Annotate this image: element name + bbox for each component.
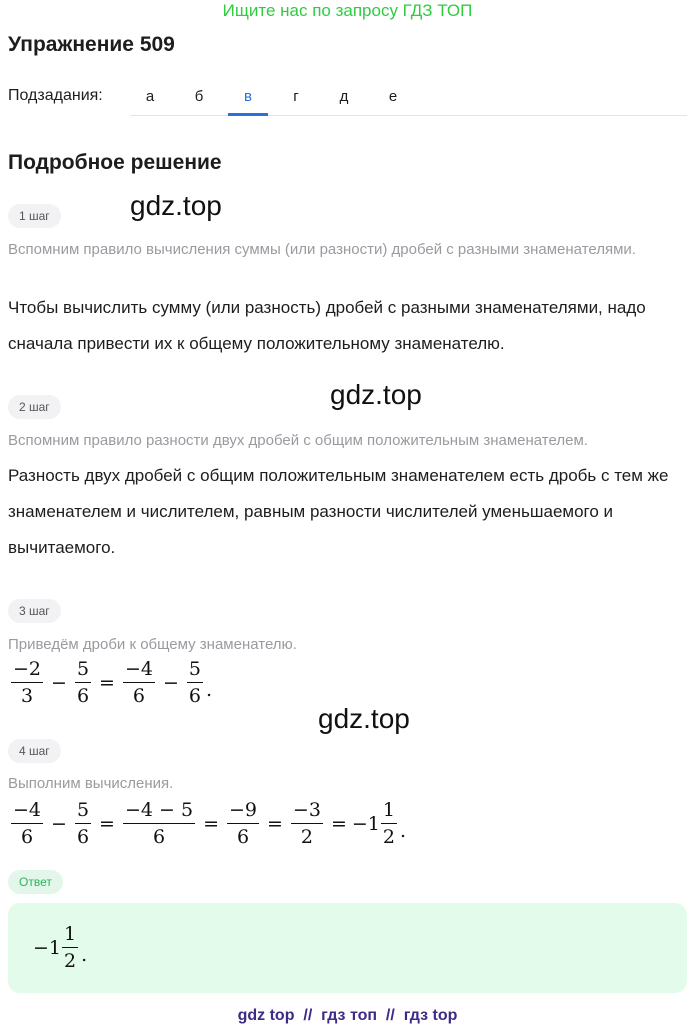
step-text: Разность двух дробей с общим положительным знаменателем есть дробь с тем же знаменателем и числителем, равным разности числителей уменьшаемого и вычитаемого. xyxy=(8,466,669,557)
fraction xyxy=(75,658,91,707)
answer-box xyxy=(8,903,687,993)
numerator: −4 xyxy=(123,658,155,683)
tab-v[interactable]: в xyxy=(228,78,268,116)
top-banner: Ищите нас по запросу ГДЗ ТОП xyxy=(222,1,473,20)
denominator: 2 xyxy=(300,826,313,848)
equals-sign: = xyxy=(99,812,115,835)
numerator: −2 xyxy=(11,658,43,683)
tab-b[interactable]: б xyxy=(194,88,204,105)
numerator: 1 xyxy=(381,799,397,824)
step-badge: 3 шаг xyxy=(8,599,61,623)
tab-g[interactable]: г xyxy=(293,88,299,105)
watermark: gdz.top xyxy=(318,703,410,734)
numerator: −4 xyxy=(11,799,43,824)
fraction xyxy=(227,799,259,848)
step-hint: Вспомним правило разности двух дробей с общим положительным знаменателем. xyxy=(8,432,588,449)
answer-formula xyxy=(33,923,87,972)
denominator: 6 xyxy=(236,826,250,848)
minus-sign: − xyxy=(51,812,67,835)
numerator: 5 xyxy=(187,658,203,683)
equals-sign: = xyxy=(330,812,347,835)
tab-e[interactable]: е xyxy=(388,88,398,105)
whole-part: −1 xyxy=(33,936,62,959)
minus-sign: − xyxy=(162,671,179,694)
step-badge: 4 шаг xyxy=(8,739,61,763)
fraction xyxy=(11,658,43,707)
denominator: 6 xyxy=(76,826,90,848)
denominator: 6 xyxy=(20,826,34,848)
step-hint: Вспомним правило вычисления суммы (или разности) дробей с разными знаменателями. xyxy=(8,241,636,258)
numerator: −3 xyxy=(291,799,323,824)
subtasks-label: Подзадания: xyxy=(8,87,103,104)
watermark: gdz.top xyxy=(130,190,222,221)
denominator: 6 xyxy=(188,685,201,707)
equals-sign: = xyxy=(267,812,283,835)
answer-badge: Ответ xyxy=(8,870,63,894)
subtasks-tabs xyxy=(130,78,687,116)
fraction xyxy=(75,799,91,848)
denominator: 6 xyxy=(152,826,166,848)
denominator: 3 xyxy=(20,685,34,707)
numerator: 5 xyxy=(75,658,91,683)
watermark: gdz.top xyxy=(330,379,422,410)
numerator: 5 xyxy=(75,799,91,824)
period: . xyxy=(205,679,213,701)
step-badge: 1 шаг xyxy=(8,204,61,228)
tab-a[interactable]: а xyxy=(145,88,155,105)
step-text: Чтобы вычислить сумму (или разность) дробей с разными знаменателями, надо сначала привести их к общему положительному знаменателю. xyxy=(8,298,646,353)
denominator: 6 xyxy=(76,685,90,707)
period: . xyxy=(399,820,407,842)
fraction xyxy=(123,658,155,707)
section-title: Подробное решение xyxy=(8,151,222,174)
minus-sign: − xyxy=(51,671,67,694)
equals-sign: = xyxy=(99,671,115,694)
formula xyxy=(8,799,406,848)
fraction xyxy=(11,799,43,848)
numerator: 1 xyxy=(62,923,78,948)
period: . xyxy=(81,944,88,966)
page-title: Упражнение 509 xyxy=(8,33,175,56)
numerator: −4 − 5 xyxy=(123,799,195,824)
step-badge: 2 шаг xyxy=(8,395,61,419)
step-hint: Выполним вычисления. xyxy=(8,775,174,792)
denominator: 2 xyxy=(64,950,77,972)
step-hint: Приведём дроби к общему знаменателю. xyxy=(8,636,297,653)
equals-sign: = xyxy=(203,812,219,835)
footer-links: gdz top // гдз топ // гдз top xyxy=(237,1007,458,1024)
fraction xyxy=(381,799,397,848)
fraction xyxy=(187,658,203,707)
numerator: −9 xyxy=(227,799,259,824)
denominator: 6 xyxy=(132,685,145,707)
fraction xyxy=(291,799,323,848)
fraction xyxy=(123,799,195,848)
tab-d[interactable]: д xyxy=(339,88,349,105)
formula xyxy=(8,658,212,707)
whole-part: −1 xyxy=(351,812,380,835)
denominator: 2 xyxy=(382,826,395,848)
fraction xyxy=(62,923,78,972)
